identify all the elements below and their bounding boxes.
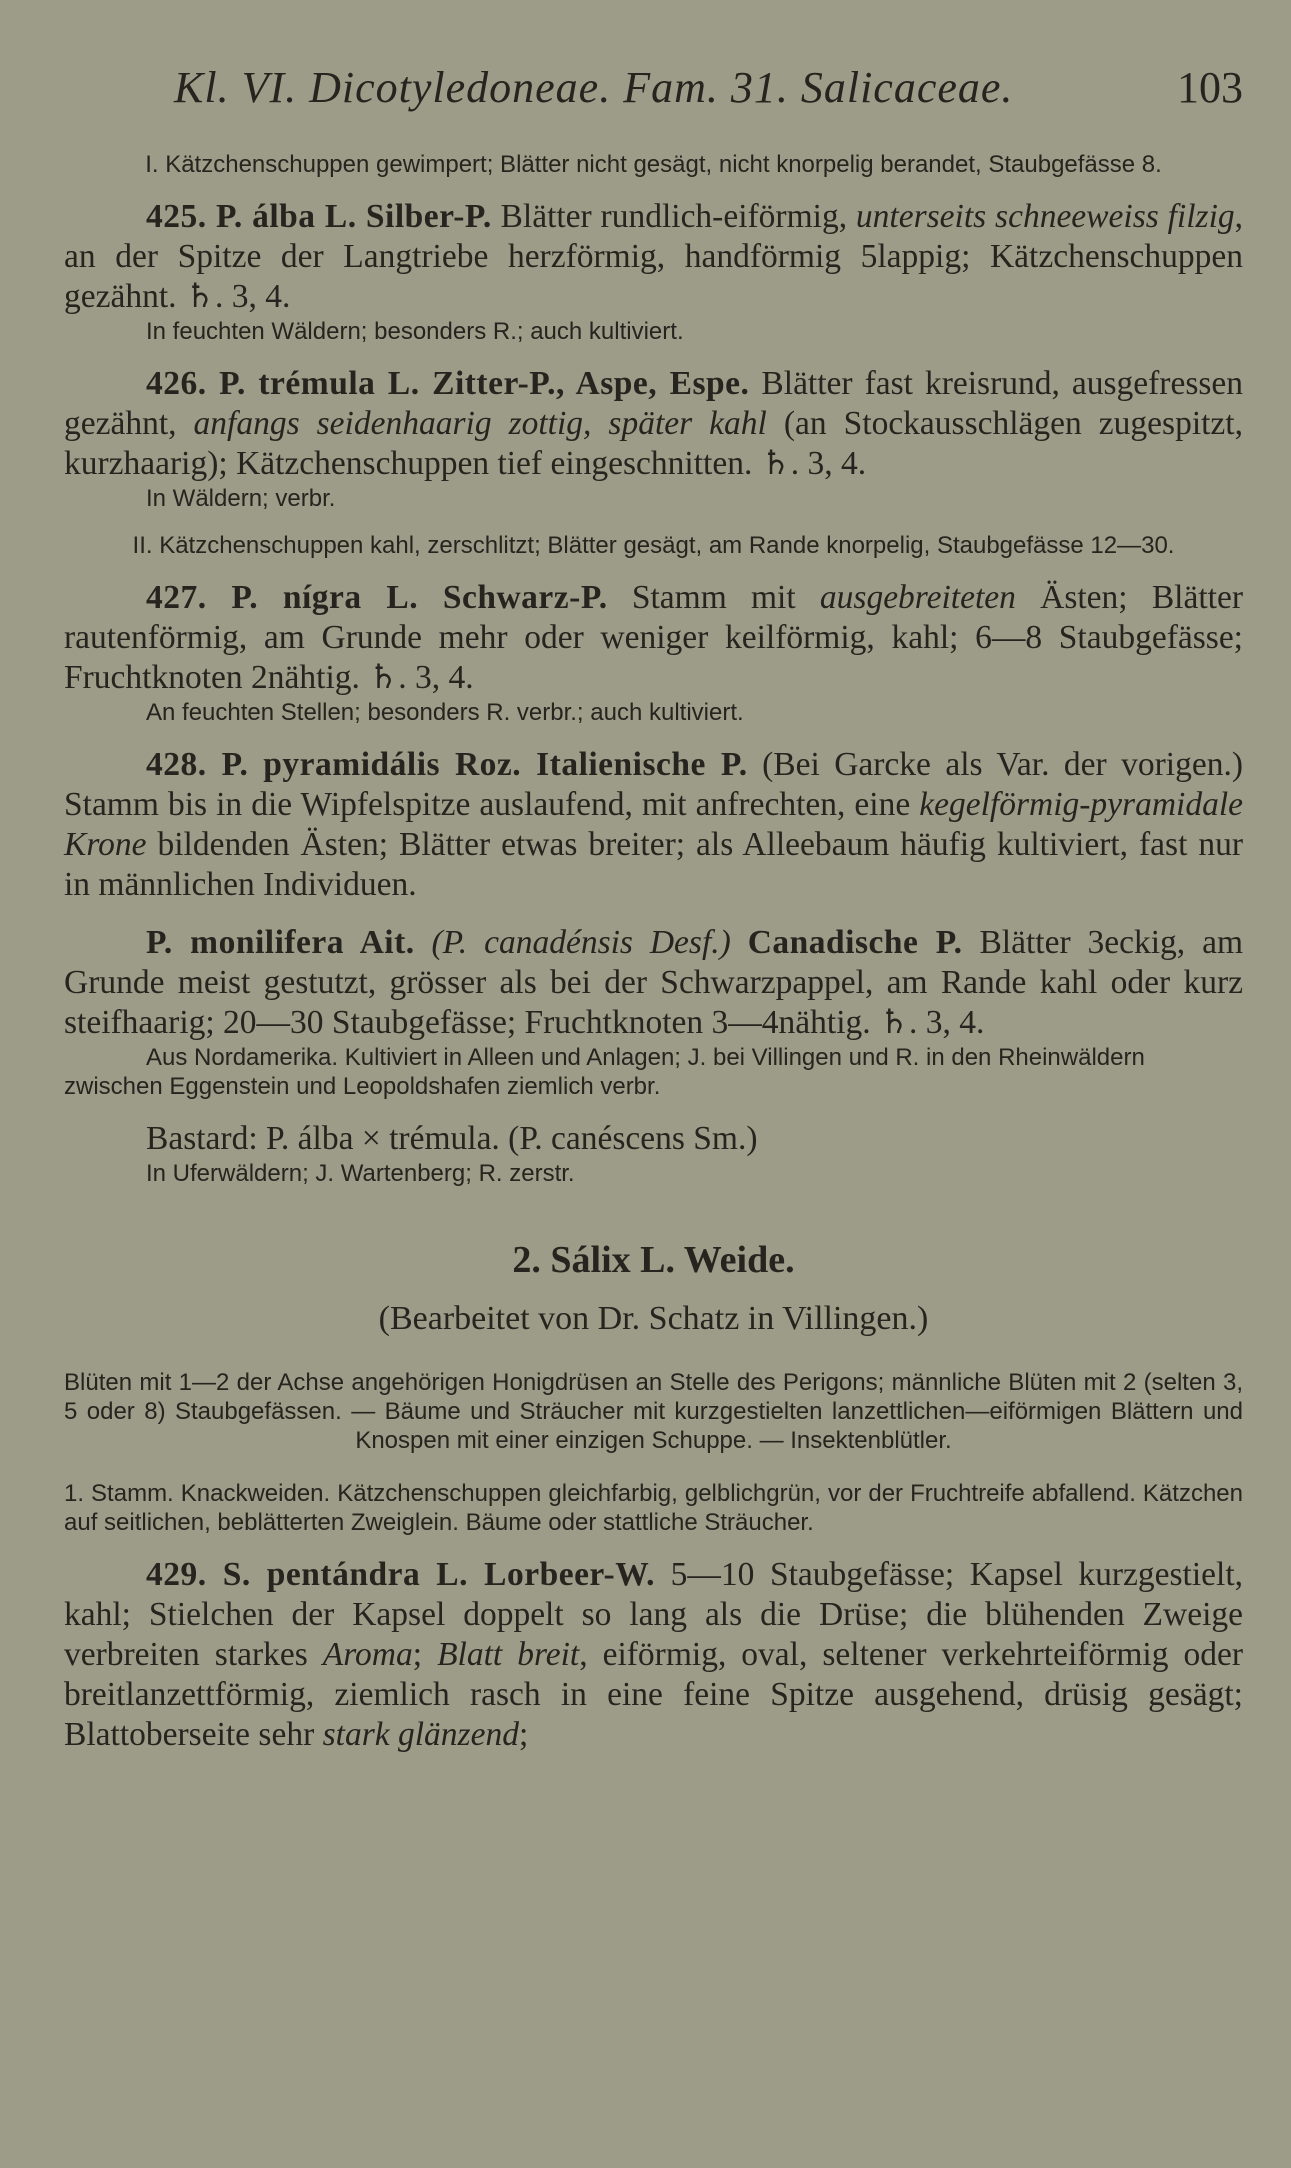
species-entry-monilifera: P. monilifera Ait. (P. canadénsis Desf.) Canadische P. Blätter 3eckig, am Grunde meist gestutzt, grösser als bei der Schwarzpappel, am Rande kahl oder kurz steifhaarig; 20—30 Staubgefässe; Fruchtknoten 3—4nähtig. ♄. 3, 4. [64,924,1244,1041]
key-lead-1: I. Kätzchenschuppen gewimpert; Blätter nicht gesägt, nicht knorpelig berandet, Staubgefässe 8. [145,151,1162,178]
species-heading: P. monilifera Ait. [146,924,415,961]
running-header [64,62,1243,132]
genus-heading: 2. Sálix L. Weide. [512,1239,795,1281]
species-heading: 428. P. pyramidális Roz. Italienische P. [146,746,748,783]
habitat-note: In Uferwäldern; J. Wartenberg; R. zerstr. [146,1160,575,1187]
species-entry-426: 426. P. trémula L. Zitter-P., Aspe, Espe. Blätter fast kreisrund, ausgefressen gezähnt, anfangs seidenhaarig zottig, später kahl (an Stockausschlägen zugespitzt, kurzhaarig); Kätzchenschuppen tief eingeschnitten. ♄. 3, 4. [64,365,1244,482]
editor-credit: (Bearbeitet von Dr. Schatz in Villingen.) [378,1300,929,1337]
species-heading: 427. P. nígra L. Schwarz-P. [146,579,608,616]
habitat-note: In feuchten Wäldern; besonders R.; auch kultiviert. [146,318,684,345]
species-entry-427: 427. P. nígra L. Schwarz-P. Stamm mit ausgebreiteten Ästen; Blätter rautenförmig, am Grunde mehr oder weniger keilförmig, kahl; 6—8 Staubgefässe; Fruchtknoten 2nähtig. ♄. 3, 4. [64,579,1243,696]
page-number: 103 [1177,63,1243,112]
habitat-note: An feuchten Stellen; besonders R. verbr.; auch kultiviert. [146,699,744,726]
hybrid-entry: Bastard: P. álba × trémula. (P. canéscens Sm.) [146,1120,758,1157]
species-heading: 429. S. pentándra L. Lorbeer-W. [146,1556,656,1593]
key-lead-2: II. Kätzchenschuppen kahl, zerschlitzt; Blätter gesägt, am Rande knorpelig, Staubgefässe 12—30. [132,532,1175,559]
genus-description: Blüten mit 1—2 der Achse angehörigen Honigdrüsen an Stelle des Perigons; männliche Blüten mit 2 (selten 3, 5 oder 8) Staubgefässen. — Bäume und Sträucher mit kurzgestielten lanzettlichen—eiförmigen Blättern und Knospen mit einer einzigen Schuppe. — Insektenblütler. [64,1369,1243,1454]
species-entry-425: 425. P. álba L. Silber-P. Blätter rundlich-eiförmig, unterseits schneeweiss filzig, an der Spitze der Langtriebe herzförmig, handförmig 5lappig; Kätzchenschuppen gezähnt. ♄. 3, 4. [64,198,1244,315]
habitat-note: Aus Nordamerika. Kultiviert in Alleen und Anlagen; J. bei Villingen und R. in den Rheinwäldern zwischen Eggenstein und Leopoldshafen ziemlich verbr. [64,1044,1145,1100]
species-entry-428: 428. P. pyramidális Roz. Italienische P. (Bei Garcke als Var. der vorigen.) Stamm bis in die Wipfelspitze auslaufend, mit anfrechten, eine kegelförmig-pyramidale Krone bildenden Ästen; Blätter etwas breiter; als Alleebaum häufig kultiviert, fast nur in männlichen Individuen. [64,746,1243,903]
running-title: Kl. VI. Dicotyledoneae. Fam. 31. Salicaceae. [174,63,1014,112]
habitat-note: In Wäldern; verbr. [146,485,336,512]
species-heading: 426. P. trémula L. Zitter-P., Aspe, Espe. [146,365,750,402]
key-section-1: 1. Stamm. Knackweiden. Kätzchenschuppen gleichfarbig, gelblichgrün, vor der Fruchtreife abfallend. Kätzchen auf seitlichen, beblätterten Zweiglein. Bäume oder stattliche Sträucher. [64,1480,1243,1536]
species-entry-429: 429. S. pentándra L. Lorbeer-W. 5—10 Staubgefässe; Kapsel kurzgestielt, kahl; Stielchen der Kapsel doppelt so lang als die Drüse; die blühenden Zweige verbreiten starkes Aroma; Blatt breit, eiförmig, oval, seltener verkehrteiförmig oder breitlanzettförmig, ziemlich rasch in eine feine Spitze ausgehend, drüsig gesägt; Blattoberseite sehr stark glänzend; [64,1556,1243,1753]
species-heading: 425. P. álba L. Silber-P. [146,198,492,235]
